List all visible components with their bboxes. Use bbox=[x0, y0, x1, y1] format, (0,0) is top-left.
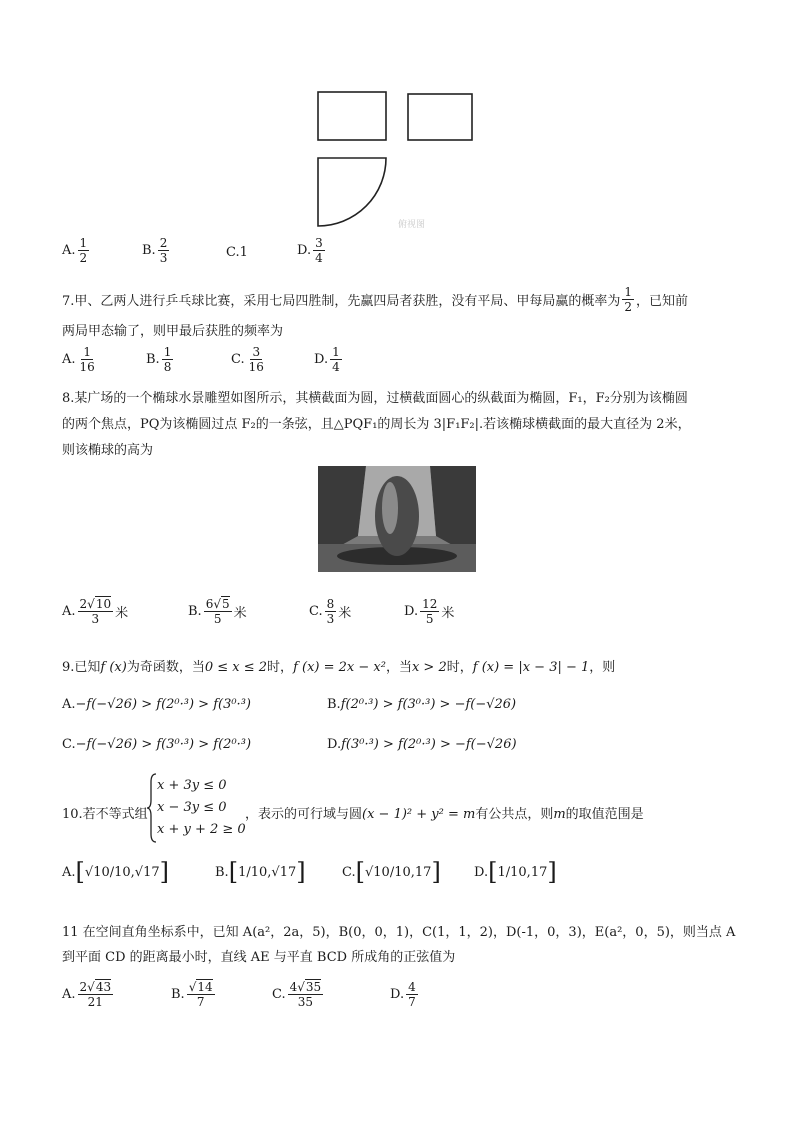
fraction: $\frac{1}{4}$ bbox=[332, 345, 340, 374]
q6-option-d[interactable] bbox=[297, 236, 327, 265]
front-view bbox=[318, 92, 386, 140]
unit: 米 bbox=[338, 606, 352, 621]
q8-option-a[interactable] bbox=[62, 597, 128, 626]
option-expression: −f(−√26) > f(3⁰·³) > f(2⁰·³) bbox=[75, 737, 252, 752]
q10-option-c[interactable]: C. [ √10/10 , 17 ] bbox=[342, 858, 441, 886]
interval-high: 17 bbox=[414, 864, 432, 880]
interval-low: 1/10 bbox=[238, 864, 268, 880]
q8-stem-line2: 的两个焦点，PQ为该椭圆过点 F₂的一条弦，且△PQF₁的周长为 3|F₁F₂|.若该椭球横截面的最大直径为 2米， bbox=[62, 417, 691, 432]
q8-stem-line1: 8.某广场的一个椭球水景雕塑如图所示，其横截面为圆，过横截面圆心的纵截面为椭圆，F₁，F₂分别为该椭圆 bbox=[62, 391, 688, 406]
three-view-figure bbox=[300, 80, 500, 250]
option-letter: C. bbox=[342, 864, 356, 880]
q10-prefix: 10.若不等式组 bbox=[62, 807, 148, 822]
option-letter: D. bbox=[404, 604, 419, 619]
interval-low: 1/10 bbox=[497, 864, 527, 880]
option-letter: A. bbox=[62, 604, 76, 619]
option-letter: A. bbox=[62, 243, 76, 258]
q9-option-b[interactable] bbox=[327, 697, 516, 712]
option-letter: C. bbox=[226, 245, 240, 260]
fraction: $\frac{1}{16}$ bbox=[79, 345, 95, 374]
fraction: $\frac{√14}{7}$ bbox=[188, 980, 213, 1009]
q6-option-b[interactable] bbox=[142, 236, 171, 265]
ellipsoid-sculpture-photo bbox=[318, 466, 476, 572]
option-letter: B. bbox=[146, 352, 160, 367]
side-view bbox=[408, 94, 472, 140]
option-letter: A. bbox=[62, 987, 76, 1002]
option-letter: D. bbox=[474, 864, 489, 880]
q7-option-b[interactable] bbox=[146, 345, 175, 374]
option-letter: B. bbox=[188, 604, 202, 619]
q10-option-b[interactable]: B. [ 1/10 , √17 ] bbox=[215, 858, 306, 886]
option-letter: D. bbox=[390, 987, 405, 1002]
option-letter: A. bbox=[62, 864, 76, 880]
inequality-1: x + 3y ≤ 0 bbox=[157, 778, 227, 793]
interval-high: √17 bbox=[134, 864, 160, 880]
option-value: 1 bbox=[239, 245, 248, 260]
fraction: $\frac{1}{2}$ bbox=[79, 236, 88, 265]
unit: 米 bbox=[115, 606, 129, 621]
fraction: $\frac{12}{5}$ bbox=[422, 597, 438, 626]
fraction: $\frac{4}{7}$ bbox=[408, 980, 416, 1009]
q8-option-b[interactable] bbox=[188, 597, 247, 626]
option-letter: D. bbox=[297, 243, 312, 258]
q10-stem-rest: ，表示的可行域与圆(x − 1)² + y² = m有公共点，则m的取值范围是 bbox=[245, 807, 644, 822]
q7-option-c[interactable] bbox=[231, 345, 268, 374]
option-letter: D. bbox=[314, 352, 329, 367]
q9-option-a[interactable] bbox=[62, 697, 251, 712]
q10-option-d[interactable]: D. [ 1/10 , 17 ] bbox=[474, 858, 557, 886]
fraction: $\frac{6√5}{5}$ bbox=[205, 597, 230, 626]
q6-option-c[interactable] bbox=[226, 245, 248, 260]
interval-low: √10/10 bbox=[84, 864, 131, 880]
fraction: $\frac{2}{3}$ bbox=[159, 236, 168, 265]
option-letter: C. bbox=[272, 987, 286, 1002]
inequality-3: x + y + 2 ≥ 0 bbox=[157, 822, 246, 837]
option-letter: A. bbox=[62, 352, 76, 367]
q11-stem-line2: 到平面 CD 的距离最小时，直线 AE 与平直 BCD 所成角的正弦值为 bbox=[62, 950, 456, 965]
q10-option-a[interactable]: A. [ √10/10 , √17 ] bbox=[62, 858, 169, 886]
top-view bbox=[318, 158, 386, 226]
q11-option-a[interactable] bbox=[62, 980, 115, 1009]
interval-high: 17 bbox=[530, 864, 548, 880]
q7-stem-line2: 两局甲态输了，则甲最后获胜的频率为 bbox=[62, 324, 284, 339]
q7-stem-line1: 7.甲、乙两人进行乒乓球比赛，采用七局四胜制，先赢四局者获胜，没有平局、甲每局赢的概率为 $\frac{1}{2}$ ，已知前 bbox=[62, 285, 689, 314]
inequality-system bbox=[157, 775, 246, 841]
option-expression: −f(−√26) > f(2⁰·³) > f(3⁰·³) bbox=[75, 697, 251, 712]
unit: 米 bbox=[441, 606, 455, 621]
q11-option-d[interactable] bbox=[390, 980, 420, 1009]
q11-option-c[interactable] bbox=[272, 980, 325, 1009]
option-letter: B. bbox=[171, 987, 185, 1002]
q8-stem-line3: 则该椭球的高为 bbox=[62, 443, 154, 458]
q8-option-d[interactable] bbox=[404, 597, 454, 626]
q11-stem-line1: 11 在空间直角坐标系中，已知 A(a²，2a，5)，B(0，0，1)，C(1，1，2)，D(-1，0，3)，E(a²，0，5)，则当点 A bbox=[62, 925, 736, 940]
q9-option-d[interactable] bbox=[327, 737, 517, 752]
fraction: $\frac{3}{4}$ bbox=[315, 236, 323, 265]
option-letter: B. bbox=[142, 243, 156, 258]
q8-option-c[interactable] bbox=[309, 597, 351, 626]
svg-text:俯视图: 俯视图 bbox=[398, 220, 426, 230]
fraction: $\frac{1}{2}$ bbox=[624, 285, 633, 314]
interval-high: √17 bbox=[271, 864, 297, 880]
inequality-2: x − 3y ≤ 0 bbox=[157, 800, 227, 815]
q7-option-a[interactable] bbox=[62, 345, 99, 374]
option-letter: B. bbox=[327, 697, 341, 712]
unit: 米 bbox=[233, 606, 247, 621]
fraction: $\frac{2√10}{3}$ bbox=[79, 597, 112, 626]
option-letter: D. bbox=[327, 737, 342, 752]
option-letter: C. bbox=[231, 352, 245, 367]
q7-option-d[interactable] bbox=[314, 345, 344, 374]
option-expression: f(2⁰·³) > f(3⁰·³) > −f(−√26) bbox=[340, 697, 517, 712]
option-letter: C. bbox=[62, 737, 76, 752]
q9-option-c[interactable] bbox=[62, 737, 251, 752]
option-letter: A. bbox=[62, 697, 76, 712]
option-letter: B. bbox=[215, 864, 229, 880]
q11-option-b[interactable] bbox=[171, 980, 217, 1009]
interval-low: √10/10 bbox=[365, 864, 411, 880]
q6-option-a[interactable] bbox=[62, 236, 91, 265]
fraction: $\frac{2√43}{21}$ bbox=[79, 980, 112, 1009]
option-letter: C. bbox=[309, 604, 323, 619]
fraction: $\frac{3}{16}$ bbox=[248, 345, 264, 374]
option-expression: f(3⁰·³) > f(2⁰·³) > −f(−√26) bbox=[341, 737, 517, 752]
fraction: $\frac{4√35}{35}$ bbox=[289, 980, 322, 1009]
q9-stem: 9.已知f (x)为奇函数，当0 ≤ x ≤ 2时，f (x) = 2x − x²，当x > 2时，f (x) = |x − 3| − 1，则 bbox=[62, 660, 616, 675]
fraction: $\frac{1}{8}$ bbox=[163, 345, 172, 374]
fraction: $\frac{8}{3}$ bbox=[326, 597, 335, 626]
